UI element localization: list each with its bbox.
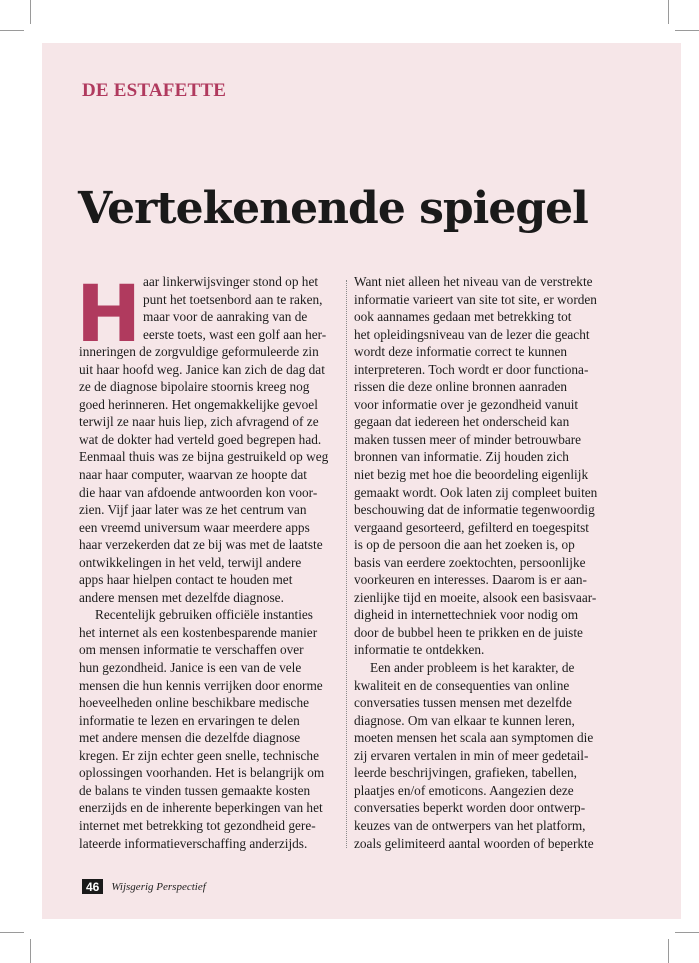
text-line: diagnose. Om van elkaar te kunnen leren, [354,712,575,728]
crop-mark [0,932,24,933]
text-line: zij ervaren vertalen in min of meer gedetail- [354,747,589,763]
text-line: hoeveelheden online beschikbare medische [79,695,310,711]
text-line: gegaan dat iedereen het onderscheid kan [354,414,570,430]
crop-mark [675,932,699,933]
text-line: mensen die hun kennis verrijken door enorme [79,677,323,693]
section-label: DE ESTAFETTE [82,80,227,101]
text-line: Eenmaal thuis was ze bijna gestruikeld op weg [79,449,329,465]
text-line: plaatjes en/of emoticons. Aangezien deze [354,782,574,798]
text-line: leerde beschrijvingen, grafieken, tabellen, [354,765,577,781]
text-line: niet bezig met hoe die beoordeling eigenlijk [354,467,589,483]
text-line: hun gezondheid. Janice is een van de vele [79,660,302,676]
text-line: ook aannames gedaan met betrekking tot [354,309,572,325]
text-line: basis van eerdere zoektochten, persoonlijke [354,554,586,570]
text-line: maken tussen meer of minder betrouwbare [354,431,582,447]
text-line: door de bubbel heen te prikken en de juiste [354,624,583,640]
text-line: inneringen de zorgvuldige geformuleerde zin [79,344,319,360]
crop-mark [0,30,24,31]
text-line: conversaties beperkt worden door ontwerp- [354,800,586,816]
text-line: interpreteren. Toch wordt er door functiona- [354,361,589,377]
crop-mark [668,0,669,24]
text-line: oplossingen voorhanden. Het is belangrijk om [79,765,325,781]
text-line: ze de diagnose bipolaire stoornis kreeg nog [79,379,310,395]
article-title: Vertekenende spiegel [78,183,588,234]
text-line: goed herinneren. Het ongemakkelijke gevoel [79,396,318,412]
left-column [79,273,343,852]
text-line: digheid in internettechniek voor nodig om [354,607,579,623]
text-line: om mensen informatie te verschaffen over [79,642,304,658]
text-line: wordt deze informatie correct te kunnen [354,344,568,360]
text-line: zienlijke tijd en moeite, alsook een basisvaar- [354,589,597,605]
text-line: die haar van afdoende antwoorden kon voor- [79,484,318,500]
magazine-page [42,43,681,919]
text-line: uit haar hoofd weg. Janice kan zich de dag dat [79,361,325,377]
text-line: naar haar computer, waarvan ze hoopte dat [79,467,307,483]
text-line: maar voor de aanraking van de [143,309,308,325]
text-line: gemaakt wordt. Ook laten zij compleet buiten [354,484,598,500]
page-footer [82,879,206,894]
text-line: enerzijds en de inherente beperkingen van het [79,800,323,816]
text-line: het internet als een kostenbesparende manier [79,624,318,640]
text-line: Recentelijk gebruiken officiële instanties [95,607,313,623]
text-line: Want niet alleen het niveau van de verstrekte [354,274,593,289]
text-line: Een ander probleem is het karakter, de [370,660,575,676]
column-divider [346,280,347,848]
text-line: voor informatie over je gezondheid vanuit [354,396,579,412]
text-line: zien. Vijf jaar later was ze het centrum van [79,502,307,518]
text-line: eerste toets, wast een golf aan her- [143,326,327,342]
text-line: kregen. Er zijn echter geen snelle, technische [79,747,319,763]
text-line: een vreemd universum waar meerdere apps [79,519,310,535]
text-line: beschouwing dat de informatie tegenwoordig [354,502,595,518]
text-line: kwaliteit en de consequenties van online [354,677,570,693]
text-line: vergaand gesorteerd, gefilterd en toegespitst [354,519,589,535]
text-line: ontwikkelingen in het veld, terwijl andere [79,554,302,570]
text-line: moeten mensen het scala aan symptomen die [354,730,594,746]
text-line: met andere mensen die dezelfde diagnose [79,730,301,746]
text-line: andere mensen met dezelfde diagnose. [79,589,284,605]
crop-mark [30,0,31,24]
text-line: voorkeuren en interesses. Daarom is er aan- [354,572,587,588]
text-line: is op de persoon die aan het zoeken is, op [354,537,575,553]
text-line: wat de dokter had verteld goed begrepen had. [79,431,322,447]
journal-name: Wijsgerig Perspectief [111,880,206,893]
text-line: conversaties tussen mensen met dezelfde [354,695,572,711]
right-column [354,273,616,852]
text-line: keuzes van de ontwerpers van het platform, [354,817,586,833]
text-line: informatie te lezen en ervaringen te delen [79,712,300,728]
drop-cap: H [76,270,142,360]
text-line: de balans te vinden tussen gemaakte kosten [79,782,311,798]
text-line: zoals gelimiteerd aantal woorden of beperkte [354,835,594,851]
text-line: haar verzekerden dat ze bij was met de laatste [79,537,323,553]
crop-mark [30,939,31,963]
text-line: terwijl ze naar huis liep, zich afvragend of ze [79,414,319,430]
crop-mark [668,939,669,963]
crop-mark [675,30,699,31]
text-line: aar linkerwijsvinger stond op het [143,274,319,289]
text-line: internet met betrekking tot gezondheid gere- [79,817,316,833]
text-line: informatie varieert van site tot site, er worden [354,291,597,307]
text-line: informatie te ontdekken. [354,642,485,658]
text-line: punt het toetsenbord aan te raken, [143,291,323,307]
page-number: 46 [82,879,103,894]
text-line: bronnen van informatie. Zij houden zich [354,449,569,465]
text-line: rissen die deze online bronnen aanraden [354,379,568,395]
text-line: lateerde informatieverschaffing anderzijds. [79,835,308,851]
text-line: het opleidingsniveau van de lezer die geacht [354,326,590,342]
text-line: apps haar hielpen contact te houden met [79,572,293,588]
